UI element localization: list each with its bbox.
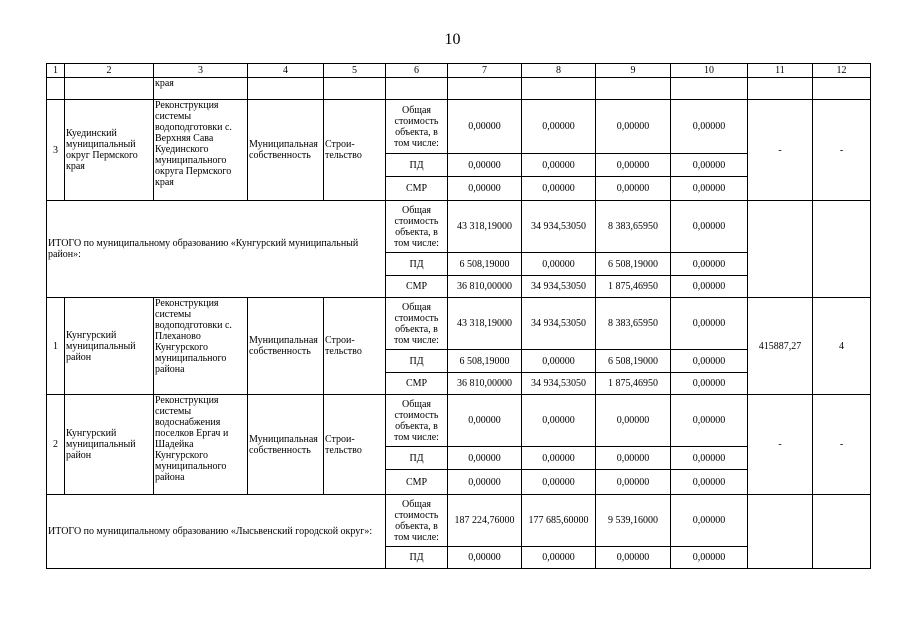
value-cell: 0,00000	[448, 395, 522, 447]
object-cell: Реконструкция системы водоснабжения поселков Ергач и Шадейка Кунгурского муниципального района	[154, 395, 248, 495]
carry-row	[47, 78, 871, 100]
total-row	[47, 495, 871, 547]
total-cost-label: Общая стоимость объекта, в том числе:	[386, 298, 448, 350]
col11-cell: -	[748, 100, 813, 201]
value-cell: 0,00000	[448, 100, 522, 154]
pd-label: ПД	[386, 447, 448, 470]
header-cell: 5	[324, 64, 386, 78]
value-cell: 0,00000	[596, 547, 671, 569]
value-cell: 0,00000	[522, 253, 596, 276]
table-row	[47, 395, 871, 447]
value-cell: 187 224,76000	[448, 495, 522, 547]
row-number: 1	[47, 298, 65, 395]
value-cell: 0,00000	[522, 154, 596, 177]
value-cell: 177 685,60000	[522, 495, 596, 547]
ownership-cell: Муниципальная собственность	[248, 395, 324, 495]
value-cell: 0,00000	[596, 100, 671, 154]
header-cell: 11	[748, 64, 813, 78]
pd-label: ПД	[386, 547, 448, 569]
value-cell: 0,00000	[671, 276, 748, 298]
pd-label: ПД	[386, 154, 448, 177]
value-cell: 0,00000	[671, 350, 748, 373]
value-cell: 34 934,53050	[522, 373, 596, 395]
header-cell: 10	[671, 64, 748, 78]
value-cell: 0,00000	[671, 177, 748, 201]
total-row	[47, 201, 871, 253]
value-cell: 6 508,19000	[448, 350, 522, 373]
value-cell: 6 508,19000	[596, 350, 671, 373]
header-row	[47, 64, 871, 78]
value-cell: 0,00000	[522, 470, 596, 495]
total-label: ИТОГО по муниципальному образованию «Кунгурский муниципальный район»:	[47, 201, 386, 298]
header-cell: 1	[47, 64, 65, 78]
col12-cell: -	[813, 395, 871, 495]
value-cell: 34 934,53050	[522, 201, 596, 253]
smr-label: СМР	[386, 373, 448, 395]
value-cell: 34 934,53050	[522, 298, 596, 350]
header-cell: 6	[386, 64, 448, 78]
municipality-cell: Кунгурский муниципальный район	[65, 395, 154, 495]
budget-table	[46, 63, 871, 569]
value-cell: 0,00000	[522, 395, 596, 447]
value-cell: 9 539,16000	[596, 495, 671, 547]
total-cost-label: Общая стоимость объекта, в том числе:	[386, 100, 448, 154]
row-number: 2	[47, 395, 65, 495]
header-cell: 9	[596, 64, 671, 78]
pd-label: ПД	[386, 350, 448, 373]
value-cell: 0,00000	[522, 447, 596, 470]
value-cell: 0,00000	[671, 495, 748, 547]
value-cell: 34 934,53050	[522, 276, 596, 298]
value-cell: 0,00000	[522, 177, 596, 201]
municipality-cell: Куединский муниципальный округ Пермского края	[65, 100, 154, 201]
value-cell: 6 508,19000	[448, 253, 522, 276]
value-cell: 0,00000	[671, 470, 748, 495]
object-cell: Реконструкция системы водоподготовки с. Плеханово Кунгурского муниципального района	[154, 298, 248, 395]
value-cell: 0,00000	[671, 201, 748, 253]
municipality-cell: Кунгурский муниципальный район	[65, 298, 154, 395]
col11-cell: 415887,27	[748, 298, 813, 395]
carry-text: края	[154, 78, 248, 100]
value-cell: 0,00000	[522, 100, 596, 154]
value-cell: 0,00000	[522, 547, 596, 569]
pd-label: ПД	[386, 253, 448, 276]
ownership-cell: Муниципальная собственность	[248, 100, 324, 201]
value-cell: 1 875,46950	[596, 373, 671, 395]
value-cell: 36 810,00000	[448, 373, 522, 395]
work-type-cell: Строи- тельство	[324, 100, 386, 201]
work-type-cell: Строи- тельство	[324, 395, 386, 495]
value-cell: 43 318,19000	[448, 201, 522, 253]
value-cell: 8 383,65950	[596, 298, 671, 350]
total-label: ИТОГО по муниципальному образованию «Лысьвенский городской округ»:	[47, 495, 386, 569]
value-cell: 36 810,00000	[448, 276, 522, 298]
header-cell: 12	[813, 64, 871, 78]
value-cell: 0,00000	[671, 547, 748, 569]
value-cell: 0,00000	[596, 177, 671, 201]
value-cell: 0,00000	[596, 447, 671, 470]
ownership-cell: Муниципальная собственность	[248, 298, 324, 395]
header-cell: 3	[154, 64, 248, 78]
smr-label: СМР	[386, 470, 448, 495]
value-cell: 0,00000	[596, 470, 671, 495]
value-cell: 0,00000	[522, 350, 596, 373]
work-type-cell: Строи- тельство	[324, 298, 386, 395]
row-number: 3	[47, 100, 65, 201]
value-cell: 0,00000	[448, 547, 522, 569]
value-cell: 0,00000	[671, 395, 748, 447]
value-cell: 0,00000	[596, 154, 671, 177]
value-cell: 0,00000	[671, 298, 748, 350]
total-cost-label: Общая стоимость объекта, в том числе:	[386, 201, 448, 253]
value-cell: 0,00000	[671, 100, 748, 154]
header-cell: 8	[522, 64, 596, 78]
value-cell: 0,00000	[448, 447, 522, 470]
value-cell: 0,00000	[671, 447, 748, 470]
value-cell: 1 875,46950	[596, 276, 671, 298]
object-cell: Реконструкция системы водоподготовки с. Верхняя Сава Куединского муниципального округа Пермского края	[154, 100, 248, 201]
table-row	[47, 100, 871, 154]
value-cell: 0,00000	[671, 154, 748, 177]
smr-label: СМР	[386, 177, 448, 201]
value-cell: 43 318,19000	[448, 298, 522, 350]
page-number: 10	[444, 31, 461, 48]
value-cell: 6 508,19000	[596, 253, 671, 276]
table-row	[47, 298, 871, 350]
value-cell: 8 383,65950	[596, 201, 671, 253]
value-cell: 0,00000	[448, 177, 522, 201]
col12-cell: -	[813, 100, 871, 201]
header-cell: 2	[65, 64, 154, 78]
value-cell: 0,00000	[671, 253, 748, 276]
value-cell: 0,00000	[596, 395, 671, 447]
col11-cell: -	[748, 395, 813, 495]
header-cell: 4	[248, 64, 324, 78]
col12-cell: 4	[813, 298, 871, 395]
value-cell: 0,00000	[448, 470, 522, 495]
value-cell: 0,00000	[671, 373, 748, 395]
total-cost-label: Общая стоимость объекта, в том числе:	[386, 395, 448, 447]
total-cost-label: Общая стоимость объекта, в том числе:	[386, 495, 448, 547]
smr-label: СМР	[386, 276, 448, 298]
header-cell: 7	[448, 64, 522, 78]
value-cell: 0,00000	[448, 154, 522, 177]
